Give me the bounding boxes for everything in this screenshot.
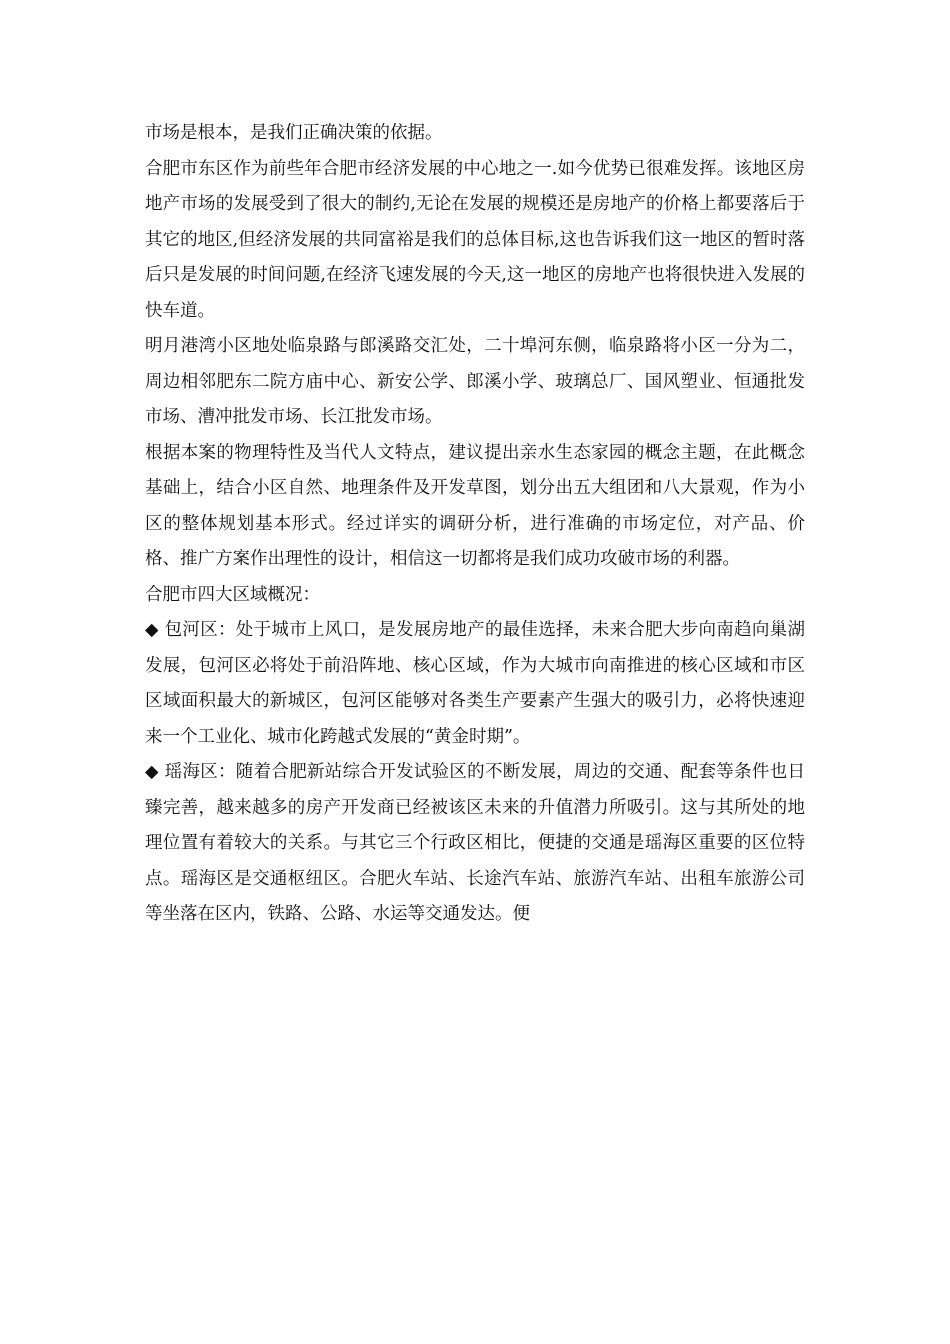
- paragraph-east-district: 合肥市东区作为前些年合肥市经济发展的中心地之一.如今优势已很难发挥。该地区房地产市场的发展受到了很大的制约,无论在发展的规模还是房地产的价格上都要落后于其它的地区,但经济发展的共同富裕是我们的总体目标,这也告诉我们这一地区的暂时落后只是发展的时间问题,在经济飞速发展的今天,这一地区的房地产也将很快进入发展的快车道。: [145, 158, 805, 321]
- paragraph-yaohai-district: ◆ 瑶海区：随着合肥新站综合开发试验区的不断发展，周边的交通、配套等条件也日臻完善，越来越多的房产开发商已经被该区未来的升值潜力所吸引。这与其所处的地理位置有着较大的关系。与其它三个行政区相比，便捷的交通是瑶海区重要的区位特点。瑶海区是交通枢纽区。合肥火车站、长途汽车站、旅游汽车站、出租车旅游公司等坐落在区内，铁路、公路、水运等交通发达。便: [145, 762, 805, 924]
- document-body: [145, 116, 805, 933]
- paragraph-baohe-district: ◆ 包河区：处于城市上风口，是发展房地产的最佳选择，未来合肥大步向南趋向巢湖发展，包河区必将处于前沿阵地、核心区域，作为大城市向南推进的核心区域和市区区域面积最大的新城区，包河区能够对各类生产要素产生强大的吸引力，必将快速迎来一个工业化、城市化跨越式发展的“黄金时期”。: [145, 620, 805, 747]
- paragraph-market-basis: 市场是根本，是我们正确决策的依据。: [145, 123, 443, 143]
- section-heading-four-districts: 合肥市四大区域概况：: [145, 584, 320, 605]
- paragraph-concept-theme: 根据本案的物理特性及当代人文特点，建议提出亲水生态家园的概念主题，在此概念基础上，结合小区自然、地理条件及开发草图，划分出五大组团和八大景观，作为小区的整体规划基本形式。经过详实的调研分析，进行准确的市场定位，对产品、价格、推广方案作出理性的设计，相信这一切都将是我们成功攻破市场的利器。: [145, 442, 805, 569]
- paragraph-project-location: 明月港湾小区地处临泉路与郎溪路交汇处，二十埠河东侧，临泉路将小区一分为二，周边相邻肥东二院方庙中心、新安公学、郎溪小学、玻璃总厂、国风塑业、恒通批发市场、漕冲批发市场、长江批发市场。: [145, 336, 805, 427]
